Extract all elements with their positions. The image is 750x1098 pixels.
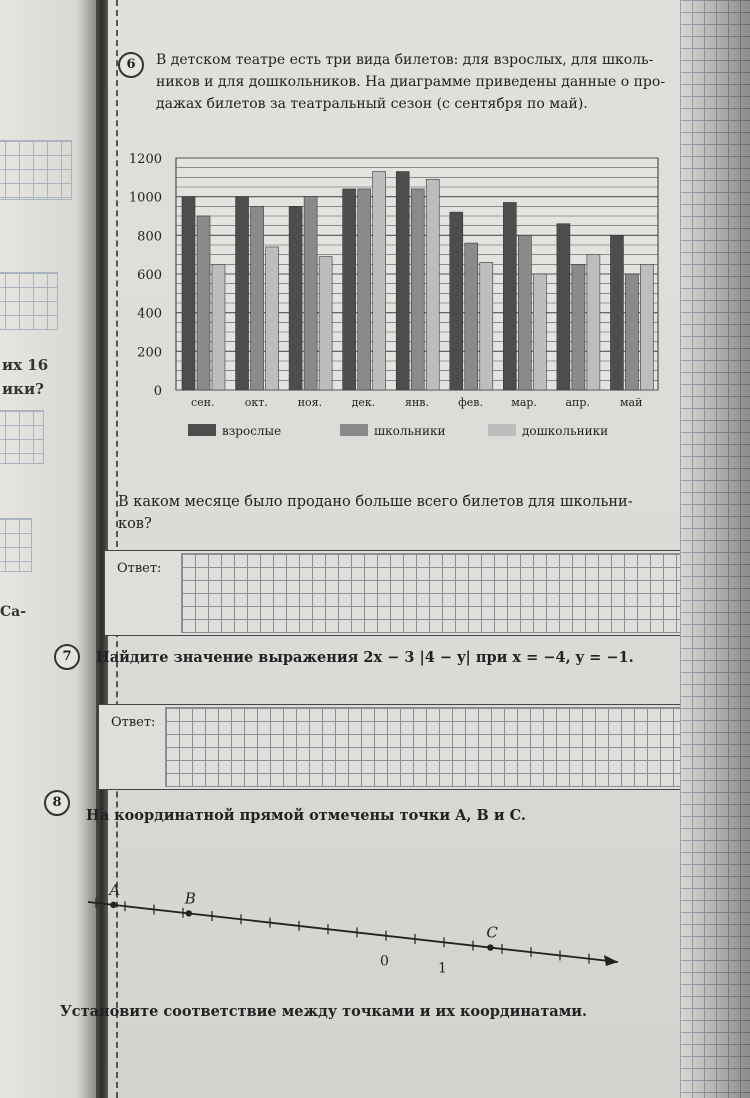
left-text-1: их 16 [2, 356, 49, 374]
bar-дошкольники [640, 264, 653, 390]
left-answer-grid-1 [0, 140, 72, 200]
legend-label: школьники [374, 424, 446, 438]
axis-arrow [604, 955, 618, 966]
task-6-answer-field[interactable] [181, 553, 687, 633]
coordinate-line [68, 880, 628, 980]
bar-взрослые [557, 224, 570, 390]
legend-swatch [488, 424, 516, 436]
graph-paper [680, 0, 750, 1098]
y-axis-ticks [129, 152, 162, 399]
x-tick-label: янв. [405, 396, 429, 409]
point-B [186, 910, 192, 916]
bar-взрослые [610, 235, 623, 390]
bar-взрослые [503, 202, 516, 390]
task-7-answer-field[interactable] [165, 707, 681, 787]
bar-взрослые [396, 172, 409, 390]
point-A [110, 902, 116, 908]
point-label-B: B [184, 889, 196, 908]
y-tick-label: 600 [137, 268, 162, 283]
y-tick-label: 0 [153, 384, 162, 399]
y-tick-label: 200 [137, 345, 162, 361]
bar-взрослые [289, 206, 302, 390]
bar-дошкольники [319, 257, 332, 390]
task-7-answer-label: Ответ: [111, 715, 156, 730]
task-6-text-line-2: ников и для дошкольников. На диаграмме приведены данные о про- [156, 74, 666, 90]
task-6-text-line-1: В детском театре есть три вида билетов: для взрослых, для школь- [156, 52, 654, 68]
bar-дошкольники [480, 262, 493, 390]
bar-дошкольники [212, 264, 225, 390]
bar-школьники [358, 189, 371, 390]
y-tick-label: 1200 [128, 152, 162, 167]
left-answer-grid-3 [0, 410, 44, 464]
bar-взрослые [236, 197, 249, 390]
left-text-3: Са- [0, 604, 27, 620]
x-tick-label: фев. [458, 396, 483, 409]
worksheet-page [52, 0, 680, 1098]
y-tick-label: 800 [137, 229, 162, 245]
x-tick-label: ноя. [297, 396, 323, 409]
axis-label-one: 1 [438, 960, 447, 977]
bar-дошкольники [426, 179, 439, 390]
page-shadow [680, 0, 750, 1098]
task-7-answer-box [98, 704, 684, 790]
x-tick-label: дек. [351, 396, 376, 409]
task-6-text-line-3: дажах билетов за театральный сезон (с сентября по май). [156, 96, 588, 112]
task-8-number: 8 [44, 790, 70, 816]
bar-дошкольники [587, 255, 600, 390]
legend-label: взрослые [222, 424, 282, 438]
task-6-answer-box [104, 550, 690, 636]
bar-школьники [411, 189, 424, 390]
x-tick-label: сен. [191, 396, 215, 409]
point-C [487, 944, 493, 950]
point-label-A: A [109, 880, 121, 899]
task-8-footer-text: Установите соответствие между точками и их координатами. [60, 1003, 588, 1020]
bar-взрослые [343, 189, 356, 390]
bar-школьники [572, 264, 585, 390]
bar-взрослые [450, 212, 463, 390]
legend-swatch [340, 424, 368, 436]
bar-дошкольники [533, 274, 546, 390]
bar-дошкольники [373, 172, 386, 390]
left-answer-grid-4 [0, 518, 32, 572]
bar-школьники [251, 206, 264, 390]
task-6-question-line-2: ков? [118, 516, 152, 532]
axis-label-zero: 0 [380, 953, 389, 970]
x-tick-label: окт. [244, 396, 268, 409]
left-answer-grid-2 [0, 272, 58, 330]
bar-дошкольники [266, 247, 279, 390]
left-text-2: ики? [2, 380, 44, 398]
task-6-number: 6 [118, 52, 144, 78]
x-axis-ticks [191, 396, 642, 409]
bar-школьники [304, 197, 317, 390]
task-7-number: 7 [54, 644, 80, 670]
y-tick-label: 400 [137, 306, 162, 322]
x-tick-label: мар. [511, 396, 537, 409]
chart-legend [188, 424, 608, 438]
x-tick-label: апр. [565, 396, 590, 409]
ticket-sales-bar-chart [128, 140, 668, 460]
point-label-C: C [486, 923, 498, 942]
bar-школьники [625, 274, 638, 390]
x-tick-label: май [619, 396, 643, 409]
bar-школьники [518, 235, 531, 390]
bar-школьники [197, 216, 210, 390]
axis-line [88, 902, 618, 962]
bar-взрослые [182, 197, 195, 390]
task-6-question-line-1: В каком месяце было продано больше всего билетов для школьни- [118, 494, 633, 510]
y-tick-label: 1000 [128, 190, 162, 206]
bar-школьники [465, 243, 478, 390]
task-6-answer-label: Ответ: [117, 561, 162, 576]
legend-swatch [188, 424, 216, 436]
task-7-text: Найдите значение выражения 2x − 3 |4 − y| при x = −4, y = −1. [96, 649, 634, 666]
task-8-text: На координатной прямой отмечены точки A, B и C. [86, 807, 526, 824]
number-line-marks [88, 881, 618, 976]
legend-label: дошкольники [522, 424, 609, 438]
